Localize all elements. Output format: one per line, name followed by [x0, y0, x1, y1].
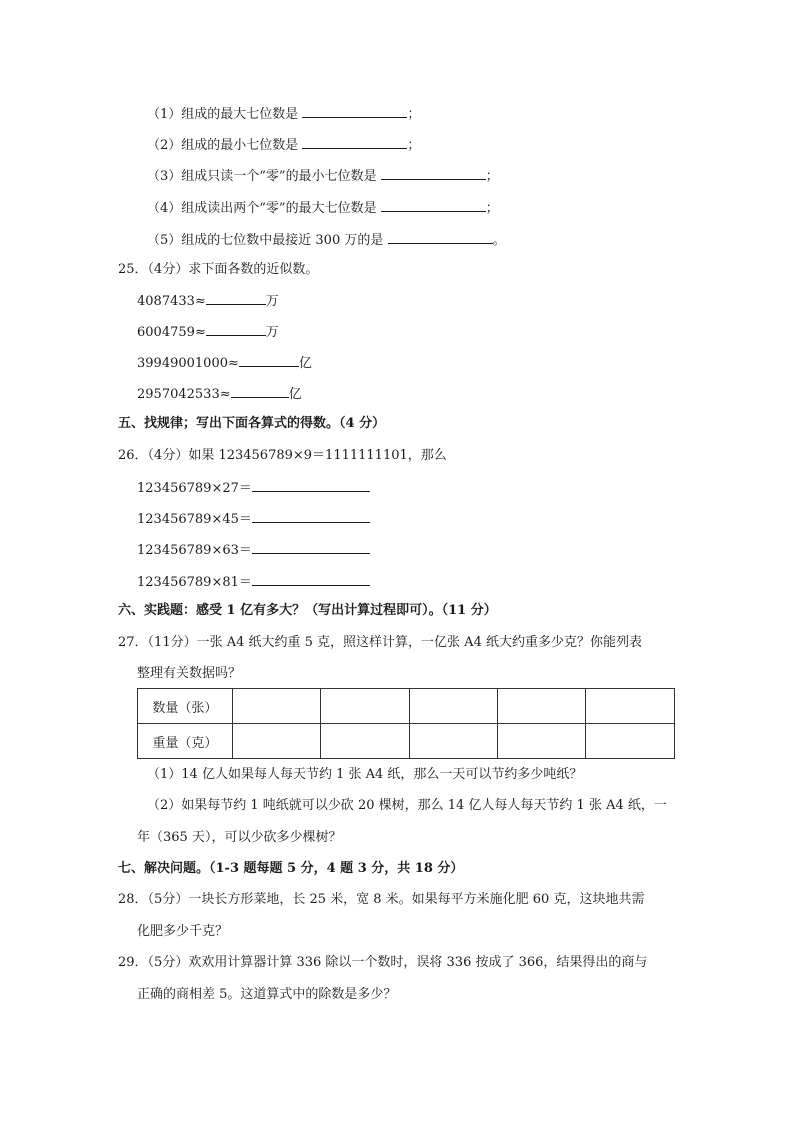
row-header-quantity: 数量（张） [138, 689, 233, 724]
q24-item-5-punct: 。 [492, 233, 506, 248]
q26-item-3 [137, 540, 370, 560]
answer-blank[interactable] [252, 540, 370, 554]
answer-blank[interactable] [252, 478, 370, 492]
q28-text-line-1: 28．（5分）一块长方形菜地，长 25 米，宽 8 米。如果每平方米施化肥 60 克，这块地共需 [118, 892, 645, 907]
q24-item-1-punct: ； [407, 107, 421, 122]
q24-item-2-text: （2）组成的最小七位数是 [147, 138, 299, 153]
answer-blank[interactable] [231, 384, 289, 398]
table-cell[interactable] [232, 689, 320, 724]
q25-number: 39949001000≈ [137, 356, 239, 371]
table-cell[interactable] [232, 724, 320, 759]
q26-item-4 [137, 572, 370, 592]
q26-expression: 123456789×81＝ [137, 575, 252, 590]
table-cell[interactable] [586, 689, 675, 724]
q26-expression: 123456789×27＝ [137, 481, 252, 496]
q27-sub-2-line-1: （2）如果每节约 1 吨纸就可以少砍 20 棵树，那么 14 亿人每人每天节约 1 张 A4 纸，一 [147, 798, 667, 813]
q24-item-2-punct: ； [407, 138, 421, 153]
q24-item-4-text: （4）组成读出两个“零”的最大七位数是 [147, 201, 377, 216]
section-7-heading: 七、解决问题。（1-3 题每题 5 分，4 题 3 分，共 18 分） [118, 861, 464, 876]
answer-blank[interactable] [252, 509, 370, 523]
table-cell[interactable] [409, 689, 497, 724]
q24-item-3 [147, 166, 499, 186]
answer-blank[interactable] [302, 104, 407, 118]
table-cell[interactable] [498, 724, 586, 759]
table-cell[interactable] [321, 689, 409, 724]
q24-item-2 [147, 135, 420, 155]
q25-item-3 [137, 353, 312, 373]
table-cell[interactable] [498, 689, 586, 724]
q25-title: 25．（4分）求下面各数的近似数。 [118, 262, 319, 277]
q24-item-1-text: （1）组成的最大七位数是 [147, 107, 299, 122]
answer-blank[interactable] [206, 322, 266, 336]
q26-expression: 123456789×45＝ [137, 512, 252, 527]
q27-sub-1: （1）14 亿人如果每人每天节约 1 张 A4 纸，那么一天可以节约多少吨纸？ [147, 767, 583, 782]
q24-item-3-text: （3）组成只读一个“零”的最小七位数是 [147, 169, 377, 184]
q26-title: 26．（4分）如果 123456789×9＝1111111101，那么 [118, 448, 447, 463]
q24-item-4-punct: ； [485, 201, 499, 216]
answer-blank[interactable] [239, 353, 299, 367]
q25-unit: 万 [265, 294, 279, 309]
q27-text-line-2: 整理有关数据吗？ [137, 666, 242, 681]
q26-item-2 [137, 509, 370, 529]
row-header-weight: 重量（克） [138, 724, 233, 759]
q24-item-5 [147, 230, 506, 250]
table-cell[interactable] [586, 724, 675, 759]
answer-blank[interactable] [388, 230, 493, 244]
answer-blank[interactable] [381, 166, 486, 180]
q26-expression: 123456789×63＝ [137, 543, 252, 558]
table-row [138, 689, 675, 724]
q25-unit: 亿 [298, 356, 312, 371]
q25-item-1 [137, 291, 279, 311]
q24-item-3-punct: ； [485, 169, 499, 184]
q25-unit: 亿 [288, 387, 302, 402]
answer-blank[interactable] [252, 572, 370, 586]
q29-text-line-1: 29．（5分）欢欢用计算器计算 336 除以一个数时，误将 336 按成了 366，结果得出的商与 [118, 955, 648, 970]
answer-blank[interactable] [381, 198, 486, 212]
q24-item-1 [147, 104, 420, 124]
q27-sub-2-line-2: 年（365 天），可以少砍多少棵树？ [137, 830, 342, 845]
q25-item-4 [137, 384, 302, 404]
q27-text-line-1: 27．（11分）一张 A4 纸大约重 5 克，照这样计算，一亿张 A4 纸大约重多少克？你能列表 [118, 635, 642, 650]
weight-table [137, 688, 675, 759]
q24-item-4 [147, 198, 499, 218]
section-6-heading: 六、实践题：感受 1 亿有多大？（写出计算过程即可）。（11 分） [118, 603, 497, 618]
q26-item-1 [137, 478, 370, 498]
table-cell[interactable] [321, 724, 409, 759]
q29-text-line-2: 正确的商相差 5。这道算式中的除数是多少？ [137, 987, 397, 1002]
q25-number: 2957042533≈ [137, 387, 231, 402]
q28-text-line-2: 化肥多少千克？ [137, 924, 229, 939]
q25-unit: 万 [265, 325, 279, 340]
table-row [138, 724, 675, 759]
q24-item-5-text: （5）组成的七位数中最接近 300 万的是 [147, 233, 384, 248]
q25-number: 6004759≈ [137, 325, 206, 340]
section-5-heading: 五、找规律；写出下面各算式的得数。（4 分） [118, 416, 386, 431]
answer-blank[interactable] [206, 291, 266, 305]
answer-blank[interactable] [302, 135, 407, 149]
q25-number: 4087433≈ [137, 294, 206, 309]
q25-item-2 [137, 322, 279, 342]
table-cell[interactable] [409, 724, 497, 759]
